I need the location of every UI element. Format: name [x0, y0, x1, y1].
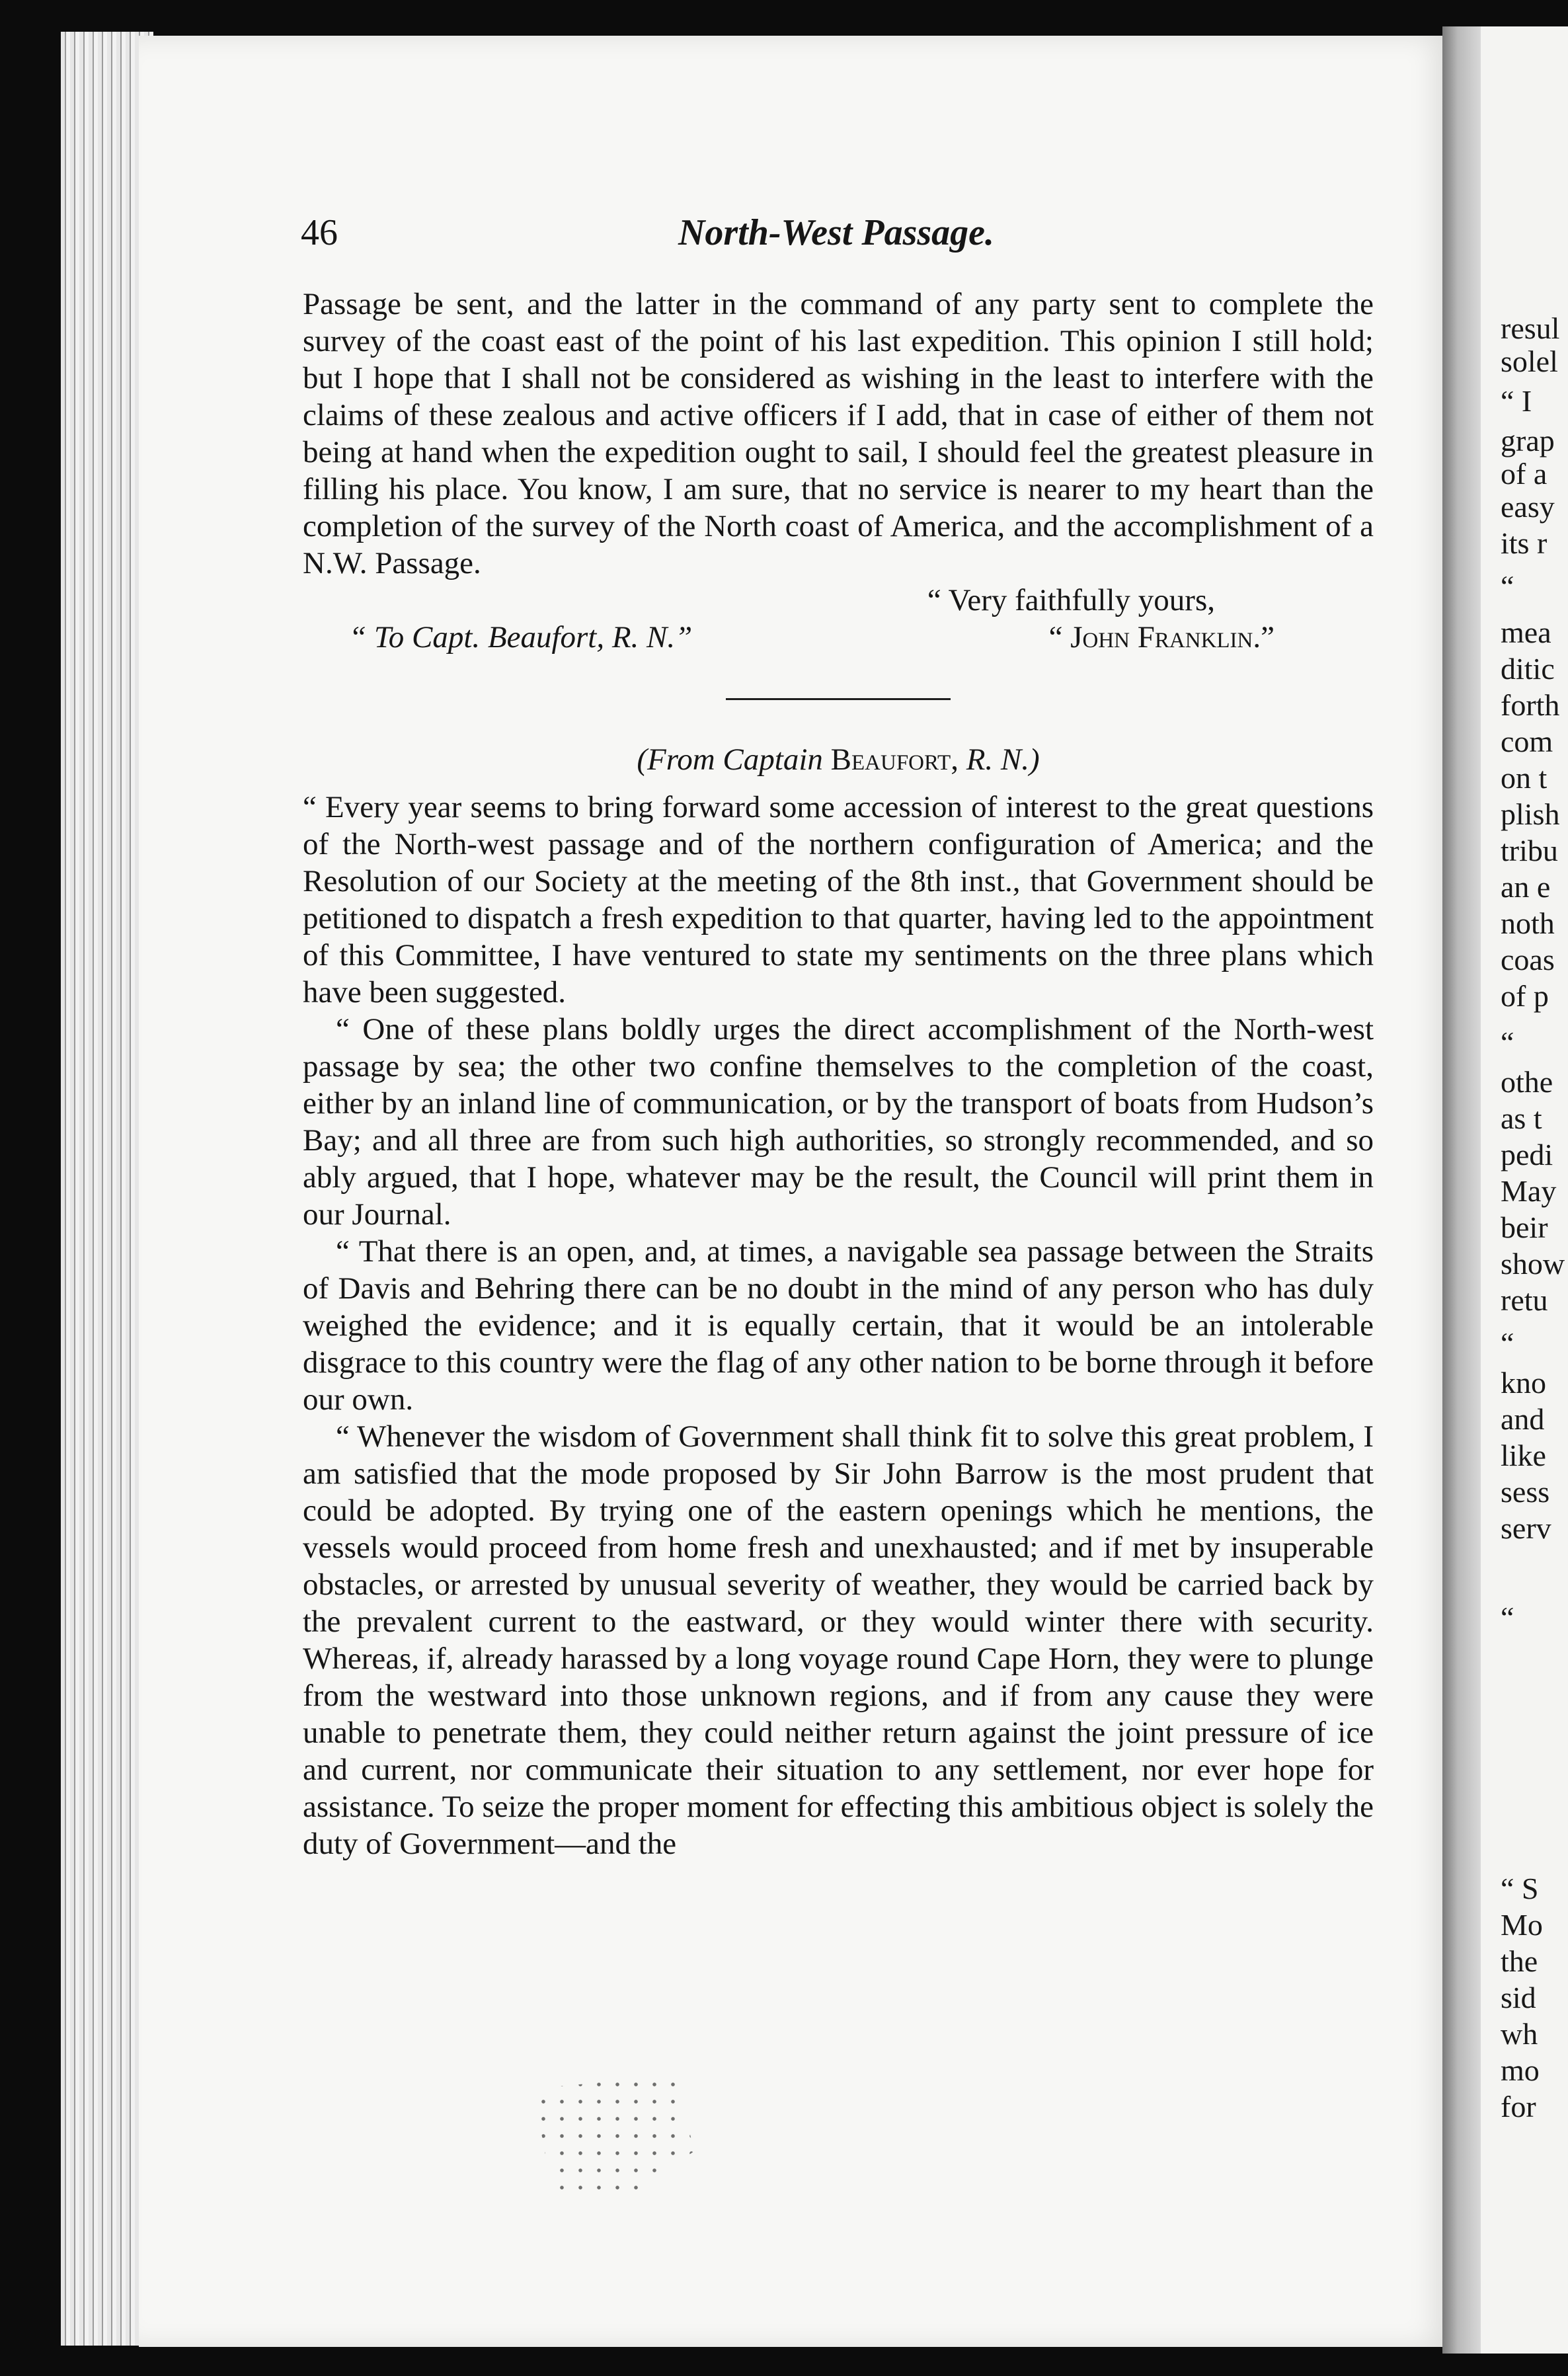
intro-paragraph: Passage be sent, and the latter in the command of any party sent to complete the survey of the coast east of the point of his last expedition. This opinion I still hold; but I hope that I shall not be considered as wishing in the least to interfere with the claims of these zealous and active officers if I add, that in case of either of them not being at hand when the expedition ought to sail, I should feel the greatest pleasure in filling his place. You know, I am sure, that no service is nearer to my heart than the completion of the survey of the North coast of America, and the accomplishment of a N.W. Passage. — [303, 287, 1374, 580]
adjacent-page-fragment: an e — [1501, 870, 1551, 904]
closing-line — [303, 582, 1374, 619]
letter-addressee: “ To Capt. Beaufort, R. N.” — [349, 620, 693, 654]
section-heading-name: Beaufort, — [830, 742, 959, 777]
adjacent-page-fragment: resul — [1501, 311, 1560, 345]
section-heading-suffix: R. N.) — [966, 742, 1040, 777]
adjacent-page-fragment: of a — [1501, 457, 1548, 491]
adjacent-page-fragment: solel — [1501, 344, 1558, 378]
adjacent-page-fragment: “ — [1501, 1601, 1514, 1634]
adjacent-page-fragment: mea — [1501, 615, 1551, 649]
adjacent-page-fragment: mo — [1501, 2053, 1540, 2087]
adjacent-page-fragment: the — [1501, 1944, 1538, 1978]
adjacent-page-fragment: beir — [1501, 1210, 1548, 1244]
adjacent-page-fragment: for — [1501, 2090, 1536, 2123]
adjacent-page-fragment: as t — [1501, 1101, 1542, 1135]
adjacent-page-fragment: serv — [1501, 1511, 1551, 1545]
letter-closing: “ Very faithfully yours, — [927, 583, 1215, 617]
adjacent-page-fragment: noth — [1501, 906, 1555, 940]
adjacent-page-fragment: sid — [1501, 1981, 1536, 2014]
adjacent-page-fragment: sess — [1501, 1475, 1550, 1509]
adjacent-page-fragment: “ — [1501, 1025, 1514, 1059]
signature-line — [303, 619, 1374, 656]
adjacent-page-fragment: of p — [1501, 979, 1549, 1013]
adjacent-page-fragment: and — [1501, 1402, 1545, 1436]
letter-signature: “ John Franklin.” — [1048, 620, 1274, 654]
page-number: 46 — [301, 212, 338, 253]
adjacent-page-fragment: plish — [1501, 797, 1560, 831]
page-header — [301, 212, 1372, 264]
adjacent-page-fragment: May — [1501, 1174, 1557, 1208]
adjacent-page-fragment: “ I — [1501, 384, 1532, 418]
adjacent-page-fragment: Mo — [1501, 1908, 1543, 1942]
adjacent-page-fragment: com — [1501, 725, 1553, 758]
body-paragraph: “ Whenever the wisdom of Government shall think fit to solve this great problem, I am satisfied that the mode proposed by Sir John Barrow is the most prudent that could be adopted. By trying one of the eastern openings which he mentions, the vessels would proceed from home fresh and unexhausted; and if met by insuperable obstacles, or arrested by unusual severity of weather, they would be carried back by the prevalent current to the eastward, or they would winter there with security. Whereas, if, already harassed by a long voyage round Cape Horn, they were to plunge from the westward into those unknown regions, and if from any cause they were unable to penetrate them, they could neither return against the joint pressure of ice and current, nor communicate their situation to any settlement, nor ever hope for assistance. To seize the proper moment for effecting this ambitious object is solely the duty of Government—and the — [303, 1419, 1374, 1861]
adjacent-page-fragment: kno — [1501, 1366, 1546, 1400]
adjacent-page-fragment: othe — [1501, 1065, 1553, 1099]
adjacent-page-fragment: coas — [1501, 943, 1555, 976]
adjacent-page-fragment: like — [1501, 1439, 1546, 1472]
adjacent-page-fragment: easy — [1501, 490, 1555, 524]
adjacent-page-fragment: forth — [1501, 688, 1560, 722]
adjacent-page — [1481, 26, 1568, 2354]
adjacent-page-fragment: tribu — [1501, 834, 1558, 867]
book-gutter — [1442, 26, 1481, 2354]
adjacent-page-fragment: show — [1501, 1247, 1565, 1281]
adjacent-page-fragment: pedi — [1501, 1138, 1553, 1171]
body-paragraph: “ One of these plans boldly urges the direct accomplishment of the North-west passage by sea; the other two confine themselves to the completion of the coast, either by an inland line of communication, or by the transport of boats from Hudson’s Bay; and all three are from such high authorities, so strongly recommended, and so ably argued, that I hope, whatever may be the result, the Council will print them in our Journal. — [303, 1012, 1374, 1232]
adjacent-page-fragment: on t — [1501, 761, 1548, 795]
section-heading-prefix: (From Captain — [637, 742, 823, 777]
page-text — [303, 286, 1374, 1862]
section-divider — [726, 698, 951, 700]
adjacent-page-fragment: “ — [1501, 1326, 1514, 1360]
adjacent-page-fragment: ditic — [1501, 652, 1555, 686]
adjacent-page-fragment: its r — [1501, 526, 1548, 560]
body-paragraph: “ That there is an open, and, at times, a navigable sea passage between the Straits of Davis and Behring there can be no doubt in the mind of any person who has duly weighed the evidence; and it is equally certain, that it would be an intolerable disgrace to this country were the flag of any other nation to be borne through it before our own. — [303, 1234, 1374, 1417]
adjacent-page-fragment: wh — [1501, 2017, 1538, 2051]
adjacent-page-fragment: “ S — [1501, 1872, 1539, 1905]
adjacent-page-fragment: “ — [1501, 569, 1514, 603]
body-paragraph: “ Every year seems to bring forward some accession of interest to the great questions of the North-west passage and of the northern configuration of America; and the Resolution of our Society at the meeting of the 8th inst., that Government should be petitioned to dispatch a fresh expedition to that quarter, having led to the appointment of this Committee, I have ventured to state my sentiments on the three plans which have been suggested. — [303, 790, 1374, 1010]
adjacent-page-fragment: grap — [1501, 424, 1555, 457]
running-head: North-West Passage. — [678, 212, 995, 253]
adjacent-page-fragment: retu — [1501, 1283, 1548, 1317]
section-heading — [303, 741, 1374, 778]
